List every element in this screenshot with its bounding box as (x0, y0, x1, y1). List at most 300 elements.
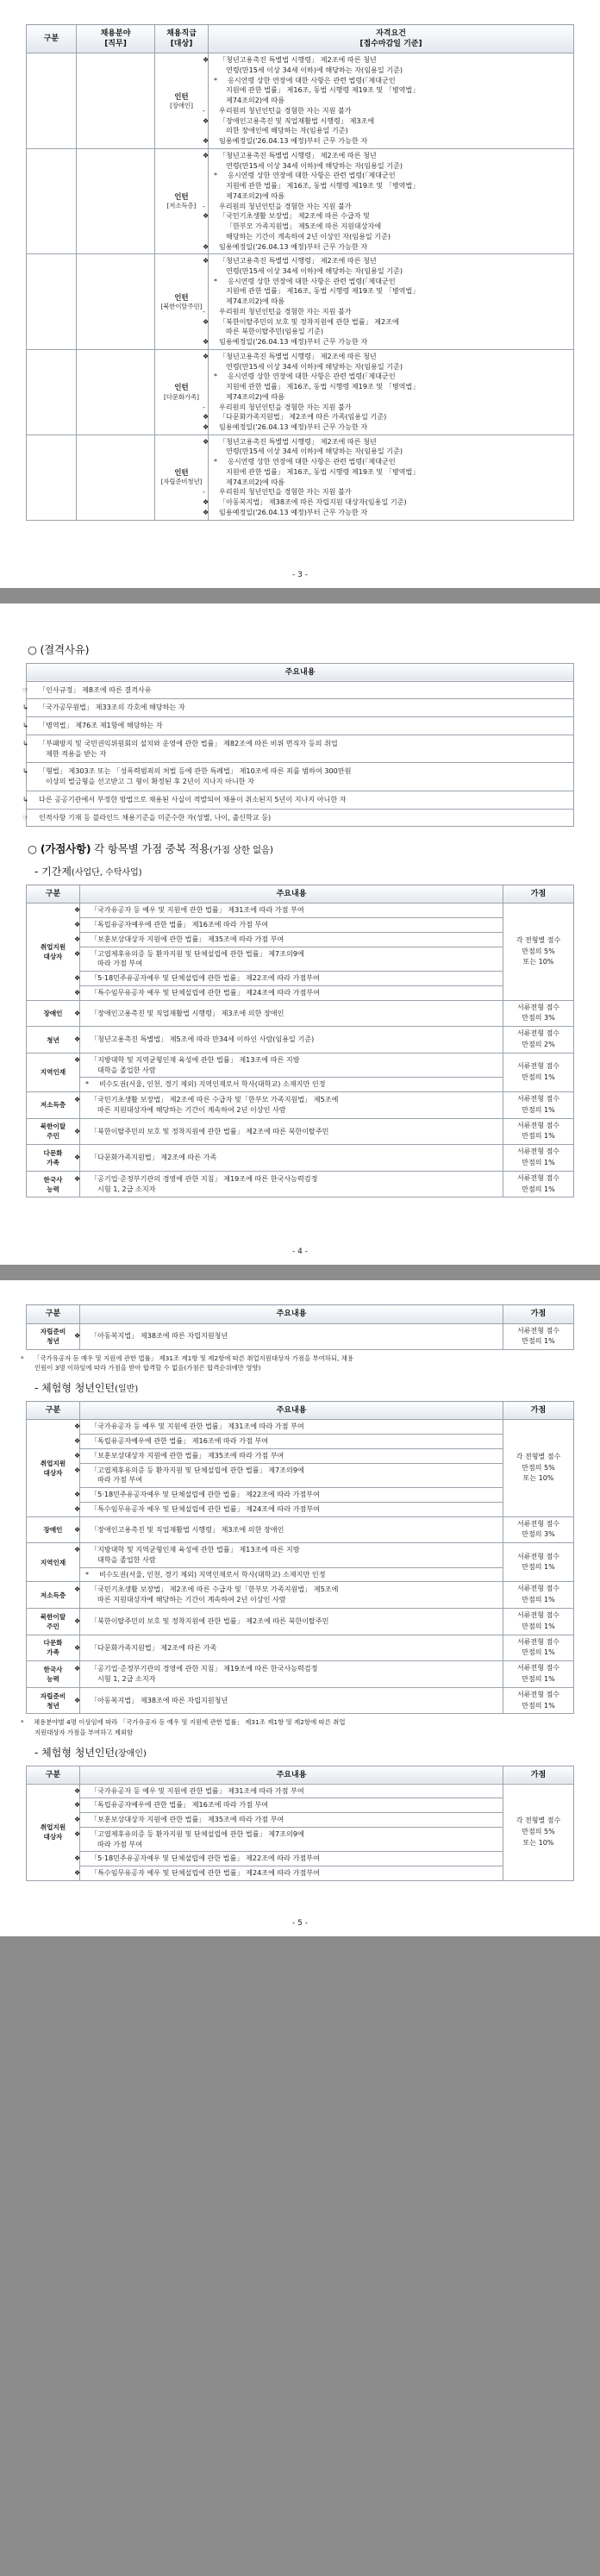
disqualification-line: ☞ 「인사규정」 제8조에 따른 결격사유 (22, 685, 152, 694)
cell-grade: 인턴 [북한이탈주민] (155, 254, 209, 350)
cell-points-line: 만점의 1% (522, 1337, 555, 1346)
bonus-cont: 시험 1, 2급 소지자 (97, 1674, 156, 1683)
cell-points-line: 만점의 1% (522, 1563, 555, 1572)
requirement-cont: 연령(만15세 이상 34세 이하)에 해당하는 자(임용일 기준) (226, 266, 403, 275)
table-row (27, 1635, 574, 1661)
col-header-requirements: 자격요건 [접수마감일 기준] (209, 25, 574, 53)
cell-points (503, 903, 574, 1000)
cell-field (77, 349, 155, 435)
cell-points-line: 서류전형 점수 (517, 1585, 559, 1593)
cell-points (503, 1661, 574, 1688)
cell-content (74, 1798, 503, 1813)
cell-content (74, 1171, 503, 1197)
cell-field (77, 148, 155, 253)
requirement-cont: 제74조의2)에 따름 (226, 191, 285, 200)
table-row (27, 1448, 574, 1463)
cell-points (503, 1543, 574, 1582)
cell-points-line: 만점의 1% (522, 1596, 555, 1604)
cell-content (74, 1635, 503, 1661)
cell-requirements (203, 53, 574, 149)
table-row (27, 53, 574, 149)
table-row (27, 1092, 574, 1119)
diamond-bullet-icon: ❖ (203, 256, 209, 266)
cell-gubun-line: 대상자 (43, 1469, 63, 1478)
cell-gubun-line: 능력 (47, 1675, 59, 1683)
requirement-note: * 응시연령 상한 연장에 대한 사항은 관련 법령(「제대군인 (214, 457, 396, 466)
diamond-bullet-icon: ❖ (74, 1545, 81, 1554)
table-row (27, 918, 574, 933)
cell-grade-target: [북한이탈주민] (160, 302, 203, 310)
cell-gubun (27, 1171, 80, 1197)
diamond-bullet-icon: ❖ (74, 1524, 81, 1534)
arrow-bullet-icon: ↳ (22, 794, 28, 803)
cell-content (74, 903, 503, 918)
table-row (27, 717, 574, 735)
requirement-cont: 연령(만15세 이상 34세 이하)에 해당하는 자(임용일 기준) (226, 361, 403, 371)
requirement-line: ❖ 임용예정일('26.04.13 예정)부터 근무 가능한 자 (203, 241, 368, 251)
disqualification-line: ↳ 「병역법」 제76조 제1항에 해당하는 자 (22, 721, 163, 730)
cell-points-line: 서류전형 점수 (517, 1552, 559, 1560)
col-header-content: 주요내용 (80, 1766, 503, 1784)
cell-points-line: 서류전형 점수 (517, 1690, 559, 1698)
bonus-line: ❖ 「지방대학 및 지역균형인재 육성에 관한 법률」 제13조에 따른 지방 (74, 1054, 300, 1064)
diamond-bullet-icon: ❖ (203, 436, 209, 446)
footnote-fixedterm (21, 1354, 572, 1372)
diamond-bullet-icon: ❖ (203, 136, 209, 146)
cell-content (80, 1567, 503, 1582)
cell-points-line: 만점의 1% (522, 1105, 555, 1114)
table-row (27, 148, 574, 253)
diamond-bullet-icon: ❖ (74, 1436, 81, 1446)
cell-points-line: 만점의 3% (522, 1530, 555, 1539)
page-4 (0, 603, 600, 1266)
requirement-cont: 연령(만15세 이상 34세 이하)에 해당하는 자(임용일 기준) (226, 66, 403, 75)
cell-gubun-line: 청년 (47, 1035, 59, 1044)
cell-field (77, 53, 155, 149)
cell-content (74, 1582, 503, 1609)
cell-gubun-line: 저소득층 (40, 1101, 66, 1110)
diamond-bullet-icon: ❖ (203, 211, 209, 221)
bonus-cont: 대학을 졸업한 사람 (97, 1065, 156, 1074)
qualification-table (26, 24, 574, 521)
cell-points (503, 1053, 574, 1091)
cell-gubun-line: 대상자 (43, 953, 63, 961)
cell-gubun (27, 1027, 80, 1054)
cell-content (22, 699, 574, 717)
cell-points-line: 또는 10% (522, 958, 554, 966)
disqualification-heading: ○ (결격사유) (28, 642, 90, 656)
cell-content (74, 1866, 503, 1881)
table-row (27, 1053, 574, 1077)
table-row (27, 809, 574, 827)
requirement-line: ❖ 임용예정일('26.04.13 예정)부터 근무 가능한 자 (203, 422, 368, 431)
col-header-content: 주요내용 (80, 1402, 503, 1420)
diamond-bullet-icon: ❖ (74, 1095, 81, 1104)
diamond-bullet-icon: ❖ (74, 1035, 81, 1044)
bonus-line: ❖ 「특수임무유공자 예우 및 단체설립에 관한 법률」 제24조에 따라 가점부여 (74, 1868, 320, 1878)
table-row (27, 681, 574, 699)
table-row (27, 1852, 574, 1866)
cell-content (74, 947, 503, 971)
cell-gubun-line: 취업지원 (40, 1823, 66, 1832)
cell-content (74, 972, 503, 986)
cell-points-line: 각 전형별 점수 (516, 1452, 561, 1460)
cell-gubun (27, 1092, 80, 1119)
requirement-cont: 제74조의2)에 따름 (226, 96, 285, 105)
cell-points (503, 1609, 574, 1635)
intern-special-bonus-body (27, 1784, 574, 1880)
diamond-bullet-icon: ❖ (203, 497, 209, 507)
diamond-bullet-icon: ❖ (203, 316, 209, 326)
page-number-4: - 4 - (292, 1247, 308, 1257)
cell-gubun-line: 주민 (47, 1622, 59, 1630)
cell-grade: 인턴 [자립준비청년] (155, 435, 209, 520)
requirement-cont: 지원에 관한 법률」 제16조, 동법 시행령 제19조 및 「병역법」 (226, 286, 420, 296)
page-3 (0, 0, 600, 588)
diamond-bullet-icon: ❖ (74, 920, 81, 929)
disqualification-line: ↳ 「국가공무원법」 제33조의 각호에 해당하는 자 (22, 703, 185, 712)
bonus-line: ❖ 「아동복지법」 제38조에 따른 자립지원청년 (74, 1331, 228, 1341)
diamond-bullet-icon: ❖ (74, 1126, 81, 1135)
bonus-cont: 따른 지원대상자에 해당하는 기간이 계속하여 2년 이상인 사람 (97, 1104, 286, 1114)
intern-special-subheading: - 체험형 청년인턴(장애인) (34, 1746, 147, 1759)
cell-points (503, 1118, 574, 1145)
star-bullet-icon: * (214, 171, 218, 180)
table-row (27, 932, 574, 947)
requirement-cont: 지원에 관한 법률」 제16조, 동법 시행령 제19조 및 「병역법」 (226, 382, 420, 391)
table-row (27, 1420, 574, 1435)
diamond-bullet-icon: ❖ (74, 1173, 81, 1183)
cell-content (74, 1118, 503, 1145)
bonus-line: ❖ 「장애인고용촉진 및 직업재활법 시행령」 제3조에 의한 장애인 (74, 1008, 284, 1017)
table-row (27, 435, 574, 520)
cell-content (22, 791, 574, 809)
bonus-line: ❖ 「5·18민주유공자예우 및 단체설립에 관한 법률」 제22조에 따라 가점부여 (74, 973, 320, 983)
table-row (27, 1687, 574, 1714)
diamond-bullet-icon: ❖ (74, 905, 81, 915)
bonus-line: ❖ 「보훈보상대상자 지원에 관한 법률」 제35조에 따라 가점 부여 (74, 1450, 284, 1460)
cell-content (74, 1145, 503, 1172)
requirement-line: ❖ 「청년고용촉진 특별법 시행령」 제2조에 따른 청년 (203, 256, 377, 266)
diamond-bullet-icon: ❖ (74, 1695, 81, 1704)
table-row (27, 1000, 574, 1027)
cell-gubun-line: 자립준비 (40, 1328, 66, 1336)
table-row (27, 791, 574, 809)
diamond-bullet-icon: ❖ (74, 1490, 81, 1499)
cell-grade-target: [다문화가족] (164, 392, 199, 401)
requirement-line: - 우리원의 청년인턴을 경험한 자는 지원 불가 (203, 402, 352, 411)
table-row (27, 903, 574, 918)
requirement-note: * 응시연령 상한 연장에 대한 사항은 관련 법령(「제대군인 (214, 372, 396, 381)
cell-grade-target: [저소득층] (166, 202, 197, 210)
footnote-line: * 채용분야별 4명 이상임에 따라 「국가유공자 등 예우 및 지원에 관한 법률」 제31조 제1항 및 제2항에 따른 취업 (21, 1718, 346, 1727)
requirement-line: - 우리원의 청년인턴을 경험한 자는 지원 불가 (203, 201, 352, 210)
table-row (27, 1488, 574, 1503)
cell-gubun (27, 1582, 80, 1609)
cell-gubun-line: 저소득층 (40, 1591, 66, 1599)
table-header-row (27, 1766, 574, 1784)
cell-gubun-line: 자립준비 (40, 1691, 66, 1700)
bonus-line: ❖ 「아동복지법」 제38조에 따른 자립지원청년 (74, 1695, 228, 1704)
cell-content (74, 1448, 503, 1463)
cell-points (503, 1687, 574, 1714)
col-header-points: 가점 (503, 1766, 574, 1784)
cell-gubun-line: 지역인재 (40, 1558, 66, 1566)
requirement-line: ❖ 「청년고용촉진 특별법 시행령」 제2조에 따른 청년 (203, 351, 377, 360)
col-header-content: 주요내용 (80, 885, 503, 903)
diamond-bullet-icon: ❖ (74, 1422, 81, 1431)
bonus-line: ❖ 「장애인고용촉진 및 직업재활법 시행령」 제3조에 의한 장애인 (74, 1524, 284, 1534)
requirement-line: ❖ 「청년고용촉진 특별법 시행령」 제2조에 따른 청년 (203, 436, 377, 446)
requirement-line: ❖ 「북한이탈주민의 보호 및 정착지원에 관한 법률」 제2조에 (203, 316, 399, 326)
cell-gubun-line: 청년 (47, 1701, 59, 1710)
cell-points (503, 1420, 574, 1516)
bonus-heading: ○ (가점사항) 각 항목별 가점 중복 적용(가점 상한 없음) (28, 842, 273, 856)
cell-points (503, 1171, 574, 1197)
table-row (27, 985, 574, 1000)
cell-points-line: 또는 10% (522, 1838, 554, 1847)
requirement-cont: 제74조의2)에 따름 (226, 391, 285, 401)
requirement-line: ❖ 임용예정일('26.04.13 예정)부터 근무 가능한 자 (203, 136, 368, 146)
table-row (27, 1813, 574, 1828)
requirement-cont: 연령(만15세 이상 34세 이하)에 해당하는 자(임용일 기준) (226, 447, 403, 456)
requirement-line: - 우리원의 청년인턴을 경험한 자는 지원 불가 (203, 105, 352, 115)
cell-field (77, 435, 155, 520)
bonus-line: ❖ 「보훈보상대상자 지원에 관한 법률」 제35조에 따라 가점 부여 (74, 934, 284, 943)
cell-points-line: 만점의 5% (522, 947, 555, 955)
hand-pointer-icon: ☞ (22, 685, 29, 694)
col-header-points: 가점 (503, 1305, 574, 1323)
cell-points-line: 만점의 5% (522, 1463, 555, 1472)
cell-points-line: 서류전형 점수 (517, 1664, 559, 1673)
table-row (27, 1798, 574, 1813)
table-row (27, 1543, 574, 1567)
table-row (27, 763, 574, 791)
cell-content (74, 1323, 503, 1350)
intern-general-bonus-body (27, 1420, 574, 1714)
cell-content (74, 1027, 503, 1054)
arrow-bullet-icon: ↳ (22, 721, 28, 730)
diamond-bullet-icon: ❖ (74, 1616, 81, 1625)
cell-content (22, 809, 574, 827)
cell-gubun-line: 북한이탈 (40, 1122, 66, 1131)
star-bullet-icon: * (214, 276, 218, 285)
cell-content (74, 1000, 503, 1027)
cell-gubun-line: 장애인 (43, 1525, 63, 1534)
diamond-bullet-icon: ❖ (74, 1450, 81, 1460)
bonus-line: ❖ 「국가유공자 등 예우 및 지원에 관한 법률」 제31조에 따라 가점 부여 (74, 1422, 304, 1431)
cell-points (503, 1145, 574, 1172)
bonus-line: ❖ 「북한이탈주민의 보호 및 정착지원에 관한 법률」 제2조에 따른 북한이탈주민 (74, 1616, 329, 1625)
page-divider (0, 588, 600, 603)
cell-gubun-line: 북한이탈 (40, 1612, 66, 1621)
disqualification-line: ↳ 「부패방지 및 국민권익위원회의 설치와 운영에 관한 법률」 제82조에 따른 비위 면직자 등의 취업 (22, 738, 338, 747)
bonus-points-table-body (27, 903, 574, 1197)
hand-pointer-icon: ☞ (22, 812, 29, 822)
cell-gubun (27, 435, 77, 520)
cell-content (74, 1687, 503, 1714)
cell-content (74, 1609, 503, 1635)
cell-points-line: 서류전형 점수 (517, 1147, 559, 1156)
table-row (27, 1463, 574, 1487)
cell-content (74, 1488, 503, 1503)
diamond-bullet-icon: ❖ (74, 973, 81, 983)
cell-gubun-line: 다문화 (43, 1639, 63, 1648)
col-header-gubun: 구분 (27, 885, 80, 903)
cell-content (74, 1420, 503, 1435)
cell-points (503, 1027, 574, 1054)
cell-content (74, 1435, 503, 1449)
bonus-line: ❖ 「고엽제후유의증 등 환자지원 및 단체설립에 관한 법률」 제7조의9에 (74, 1465, 304, 1474)
intern-general-bonus-table (26, 1401, 574, 1714)
bonus-line: ❖ 「독립유공자예우에 관한 법률」 제16조에 따라 가점 부여 (74, 1800, 269, 1810)
footnote-cont: 지원대상자 가점을 부여하고 제외함 (34, 1728, 134, 1736)
cell-content (74, 1784, 503, 1798)
col-header-field: 채용분야 [직무] (77, 25, 155, 53)
table-row (27, 972, 574, 986)
requirement-cont: 연령(만15세 이상 34세 이하)에 해당하는 자(임용일 기준) (226, 160, 403, 170)
bonus-cont: 시험 1, 2급 소지자 (97, 1184, 156, 1193)
bonus-line: ❖ 「독립유공자예우에 관한 법률」 제16조에 따라 가점 부여 (74, 920, 269, 929)
diamond-bullet-icon: ❖ (74, 1868, 81, 1878)
bonus-line: ❖ 「특수임무유공자 예우 및 단체설립에 관한 법률」 제24조에 따라 가점부여 (74, 1504, 320, 1513)
cell-points (503, 1323, 574, 1350)
requirement-line: ❖ 「국민기초생활 보장법」 제2조에 따른 수급자 및 (203, 211, 370, 221)
cell-gubun-line: 능력 (47, 1185, 59, 1193)
cell-points (503, 1000, 574, 1027)
table-row (27, 735, 574, 762)
cell-points-line: 서류전형 점수 (517, 1326, 559, 1335)
table-row (27, 699, 574, 717)
cell-gubun-line: 청년 (47, 1337, 59, 1346)
cell-grade-target: [자립준비청년] (160, 478, 203, 486)
table-row (27, 1661, 574, 1688)
star-bullet-icon: * (85, 1079, 90, 1089)
intern-general-subheading: - 체험형 청년인턴(일반) (34, 1382, 139, 1395)
cell-points-line: 서류전형 점수 (517, 1029, 559, 1038)
col-header-content: 주요내용 (80, 1305, 503, 1323)
table-row (27, 1827, 574, 1851)
cell-content (74, 1092, 503, 1119)
bonus-line: ❖ 「지방대학 및 지역균형인재 육성에 관한 법률」 제13조에 따른 지방 (74, 1545, 300, 1554)
star-bullet-icon: * (85, 1569, 90, 1579)
requirement-cont: 따른 북한이탈주민(임용일 기준) (226, 327, 324, 336)
table-row (27, 1582, 574, 1609)
col-header-points: 가점 (503, 1402, 574, 1420)
cell-content (74, 1852, 503, 1866)
star-bullet-icon: * (21, 1354, 24, 1363)
dash-bullet-icon: - (203, 487, 205, 497)
cell-points-line: 서류전형 점수 (517, 1611, 559, 1620)
bonus-line: ❖ 「고엽제후유의증 등 환자지원 및 단체설립에 관한 법률」 제7조의9에 (74, 948, 304, 958)
bonus-points-table (26, 885, 574, 1197)
table-row (27, 1784, 574, 1798)
cell-points (503, 1582, 574, 1609)
diamond-bullet-icon: ❖ (203, 55, 209, 65)
cell-content (22, 681, 574, 699)
cell-gubun (27, 349, 77, 435)
diamond-bullet-icon: ❖ (74, 987, 81, 997)
cell-gubun-line: 장애인 (43, 1009, 63, 1017)
bonus-cont: 따라 가점 부여 (97, 1475, 143, 1485)
cell-requirements (203, 349, 574, 435)
cell-points-line: 만점의 5% (522, 1827, 555, 1835)
cell-points-line: 각 전형별 점수 (516, 1816, 561, 1825)
diamond-bullet-icon: ❖ (203, 412, 209, 422)
cell-points-line: 만점의 2% (522, 1041, 555, 1049)
bonus-line: ❖ 「다문화가족지원법」 제2조에 따른 가족 (74, 1153, 217, 1162)
star-bullet-icon: * (214, 372, 218, 381)
table-row (27, 1502, 574, 1516)
bonus-cont: 대학을 졸업한 사람 (97, 1554, 156, 1564)
dash-bullet-icon: - (203, 306, 205, 316)
cell-gubun (27, 1145, 80, 1172)
cell-gubun (27, 53, 77, 149)
diamond-bullet-icon: ❖ (74, 1585, 81, 1594)
cell-points-line: 서류전형 점수 (517, 1519, 559, 1528)
cell-points-line: 만점의 1% (522, 1132, 555, 1141)
dash-bullet-icon: - (203, 105, 205, 115)
diamond-bullet-icon: ❖ (74, 1815, 81, 1824)
requirement-line: ❖ 「청년고용촉진 특별법 시행령」 제2조에 따른 청년 (203, 55, 377, 65)
cell-points-line: 서류전형 점수 (517, 1121, 559, 1129)
cell-gubun-line: 주민 (47, 1132, 59, 1141)
cell-grade: 인턴 [저소득층] (155, 148, 209, 253)
diamond-bullet-icon: ❖ (203, 337, 209, 347)
cell-gubun (27, 1687, 80, 1714)
requirement-line: ❖ 「장애인고용촉진 및 직업재활법 시행령」 제3조에 (203, 116, 375, 125)
bonus-line: ❖ 「국가유공자 등 예우 및 지원에 관한 법률」 제31조에 따라 가점 부여 (74, 905, 304, 915)
cell-grade: 인턴 [다문화가족] (155, 349, 209, 435)
diamond-bullet-icon: ❖ (203, 241, 209, 251)
cell-points (503, 1092, 574, 1119)
qualification-table-body (27, 53, 574, 520)
cell-gubun (27, 1323, 80, 1350)
diamond-bullet-icon: ❖ (74, 1504, 81, 1513)
diamond-bullet-icon: ❖ (74, 1829, 81, 1838)
cell-points-line: 서류전형 점수 (517, 1095, 559, 1104)
diamond-bullet-icon: ❖ (74, 1008, 81, 1017)
cell-content (74, 1502, 503, 1516)
bonus-line: ❖ 「국민기초생활 보장법」 제2조에 따른 수급자 및「한부모 가족지원법」 제5조에 (74, 1585, 339, 1594)
requirement-cont: 지원에 관한 법률」 제16조, 동법 시행령 제19조 및 「병역법」 (226, 466, 420, 476)
requirement-cont: 의한 장애인에 해당하는 자(임용일 기준) (226, 126, 348, 135)
col-header-gubun: 구분 (27, 1305, 80, 1323)
cell-points-line: 만점의 1% (522, 1072, 555, 1081)
diamond-bullet-icon: ❖ (203, 150, 209, 159)
cell-gubun-line: 취업지원 (40, 1460, 66, 1468)
table-row (27, 1145, 574, 1172)
arrow-bullet-icon: ↳ (22, 703, 28, 712)
cell-gubun (27, 1516, 80, 1543)
cell-gubun (27, 1784, 80, 1880)
cell-content (80, 1078, 503, 1092)
footnote-cont: 인원이 3명 이하임에 따라 가점을 받아 합격할 수 없음(가점은 합격순위에만 영향) (34, 1364, 261, 1372)
cell-content (22, 717, 574, 735)
page-number-5: - 5 - (292, 1918, 308, 1928)
col-header-grade: 채용직급 [대상] (155, 25, 209, 53)
cell-points-line: 또는 10% (522, 1474, 554, 1483)
requirement-line: ❖ 임용예정일('26.04.13 예정)부터 근무 가능한 자 (203, 337, 368, 347)
cell-requirements (203, 435, 574, 520)
arrow-bullet-icon: ↳ (22, 738, 28, 747)
diamond-bullet-icon: ❖ (74, 1664, 81, 1673)
cell-gubun-line: 한국사 (43, 1666, 63, 1673)
bonus-cont: 따른 지원대상자에 해당하는 기간이 계속하여 2년 이상인 사람 (97, 1595, 286, 1604)
cell-points-line: 만점의 1% (522, 1159, 555, 1166)
bonus-line: ❖ 「국가유공자 등 예우 및 지원에 관한 법률」 제31조에 따라 가점 부여 (74, 1785, 304, 1795)
requirement-cont: 「한부모 가족지원법」 제5조에 따른 지원대상자에 (226, 222, 382, 231)
